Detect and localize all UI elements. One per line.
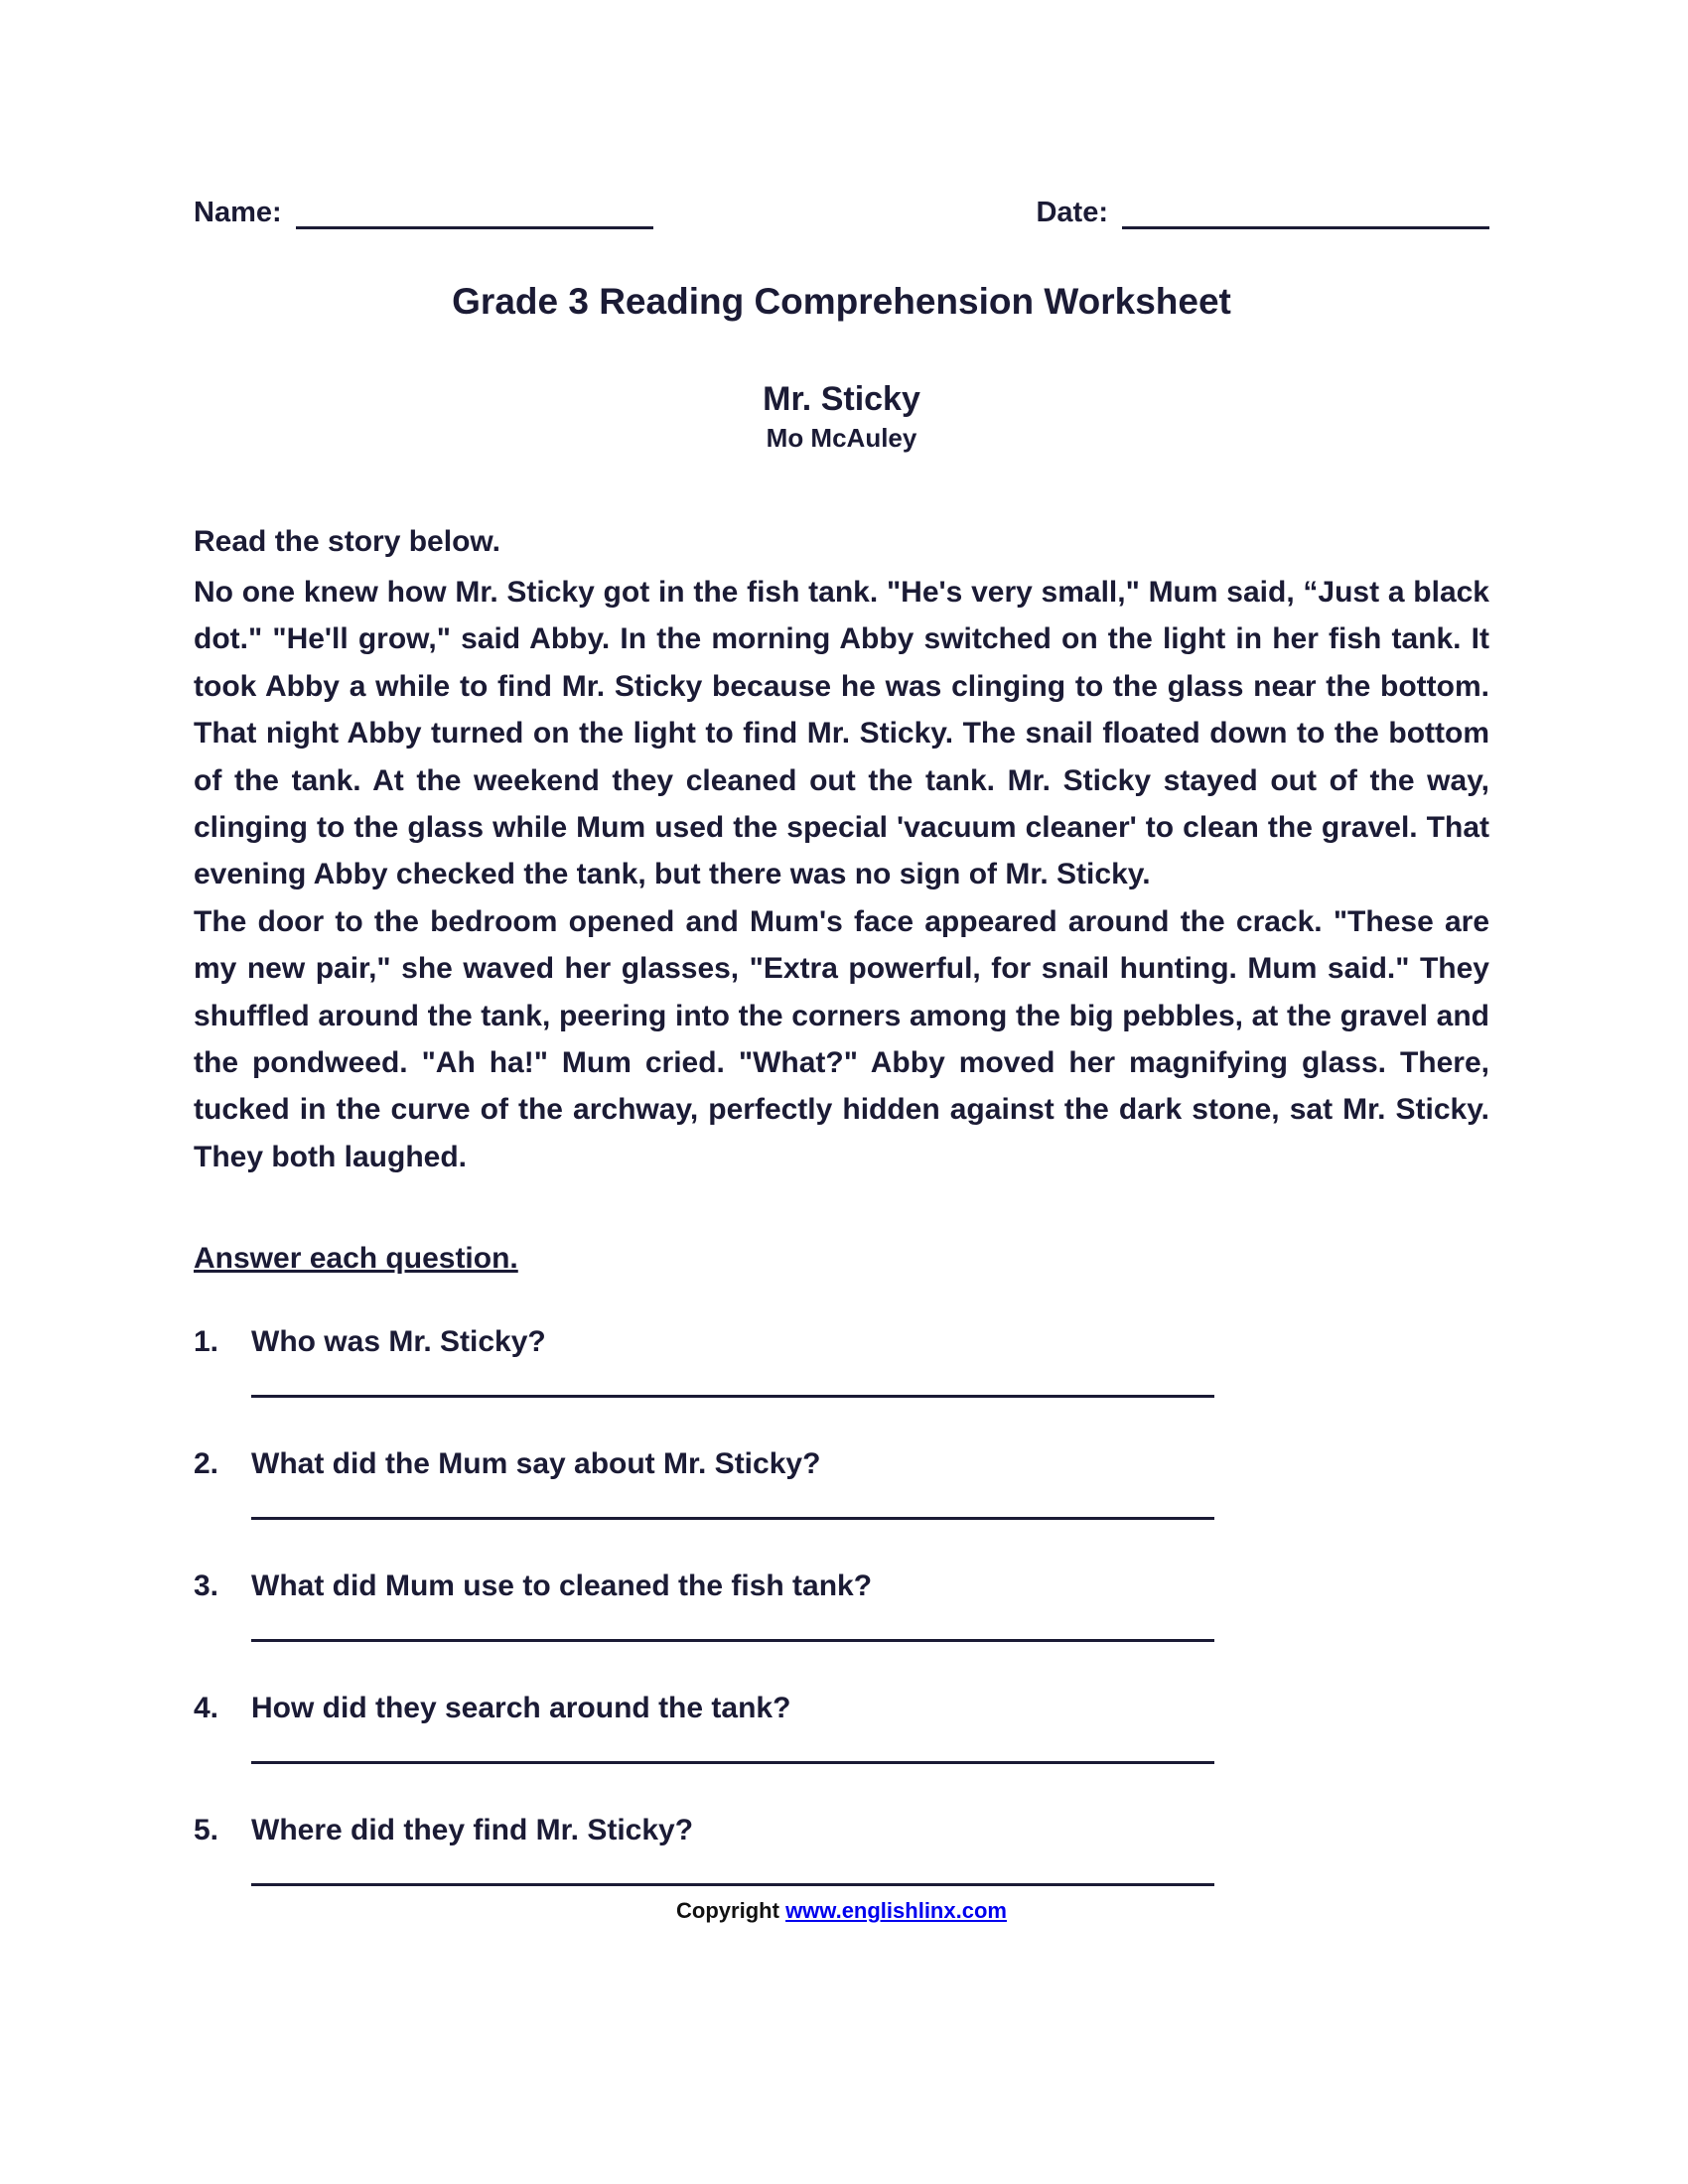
question-text: What did Mum use to cleaned the fish tank? <box>251 1570 873 1603</box>
question-text: What did the Mum say about Mr. Sticky? <box>251 1447 821 1481</box>
story-paragraph-2: The door to the bedroom opened and Mum's face appeared around the crack. "These are my new pair," she waved her glasses, "Extra powerful, for snail hunting. Mum said." They shuffled around the tank, peering into the corners among the big pebbles, at the gravel and the pondweed. "Ah ha!" Mum cried. "What?" Abby moved her magnifying glass. There, tucked in the curve of the archway, perfectly hidden against the dark stone, sat Mr. Sticky. They both laughed. <box>194 904 1489 1173</box>
question-text: Who was Mr. Sticky? <box>251 1325 546 1359</box>
question-row <box>194 1325 1489 1359</box>
question-text: How did they search around the tank? <box>251 1692 791 1725</box>
question-number: 1. <box>194 1325 219 1359</box>
answer-blank-line-4 <box>251 1761 1214 1764</box>
date-label: Date: <box>1036 197 1108 228</box>
answer-section-heading: Answer each question. <box>194 1242 518 1276</box>
copyright-label: Copyright <box>676 1898 779 1924</box>
answer-blank-line-2 <box>251 1517 1214 1520</box>
date-field-group <box>1036 194 1489 229</box>
question-row <box>194 1692 1489 1725</box>
question-number: 3. <box>194 1570 219 1603</box>
question-block-5 <box>194 1814 1489 1886</box>
story-paragraph-1: No one knew how Mr. Sticky got in the fish tank. "He's very small," Mum said, “Just a black dot." "He'll grow," said Abby. In the morning Abby switched on the light in her fish tank. It took Abby a while to find Mr. Sticky because he was clinging to the glass near the bottom. That night Abby turned on the light to find Mr. Sticky. The snail floated down to the bottom of the tank. At the weekend they cleaned out the tank. Mr. Sticky stayed out of the way, clinging to the glass while Mum used the special 'vacuum cleaner' to clean the gravel. That evening Abby checked the tank, but there was no sign of Mr. Sticky. <box>194 576 1489 891</box>
question-row <box>194 1814 1489 1847</box>
question-block-4 <box>194 1692 1489 1764</box>
question-block-1 <box>194 1325 1489 1398</box>
name-blank-line <box>296 194 653 229</box>
name-date-row <box>194 194 1489 229</box>
date-blank-line <box>1122 194 1489 229</box>
story-instructions: Read the story below. <box>194 525 500 558</box>
question-number: 2. <box>194 1447 219 1481</box>
name-label: Name: <box>194 197 282 228</box>
englishlinx-link[interactable]: www.englishlinx.com <box>785 1898 1007 1924</box>
story-title: Mr. Sticky <box>763 380 920 418</box>
answer-blank-line-5 <box>251 1883 1214 1886</box>
answer-blank-line-3 <box>251 1639 1214 1642</box>
question-number: 4. <box>194 1692 219 1725</box>
question-row <box>194 1447 1489 1481</box>
question-number: 5. <box>194 1814 219 1847</box>
question-block-3 <box>194 1570 1489 1642</box>
story-author: Mo McAuley <box>766 423 917 453</box>
question-block-2 <box>194 1447 1489 1520</box>
worksheet-title: Grade 3 Reading Comprehension Worksheet <box>452 281 1231 322</box>
answer-blank-line-1 <box>251 1395 1214 1398</box>
question-text: Where did they find Mr. Sticky? <box>251 1814 694 1847</box>
question-row <box>194 1570 1489 1603</box>
footer <box>194 1898 1489 1924</box>
name-field-group <box>194 194 653 229</box>
